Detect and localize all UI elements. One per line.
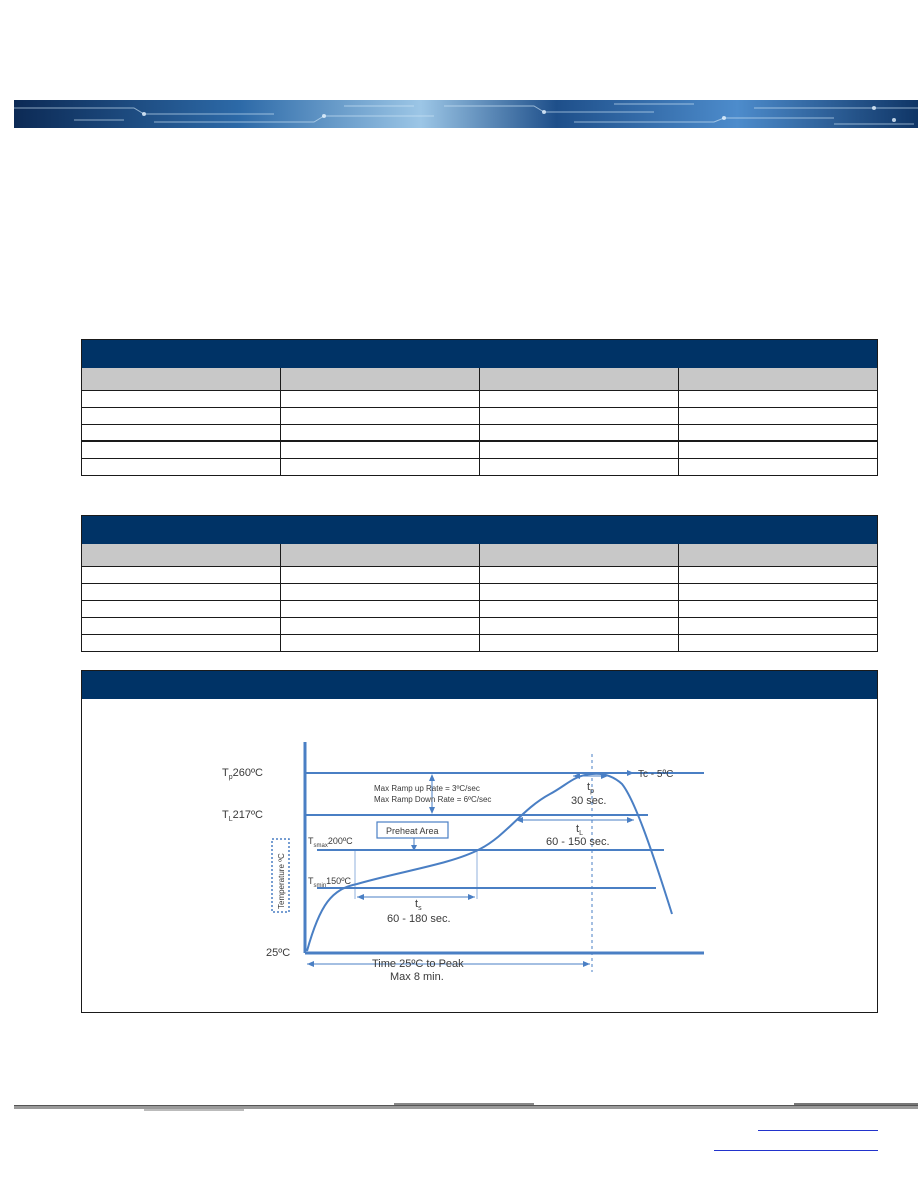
table-cell: [678, 441, 877, 458]
table-cell: [480, 390, 679, 407]
reflow-profile-panel: [81, 670, 878, 1013]
ambient-label: 25ºC: [266, 947, 291, 959]
table-header-cell: [480, 368, 679, 390]
tl-label: $T_L217ºC$: [222, 809, 263, 823]
table-1-grid: [82, 368, 877, 475]
tsmin-label: $T_{smin}150ºC$: [308, 876, 351, 889]
ts-time-label: 60 - 180 sec.: [387, 913, 451, 925]
table-header-cell: [281, 544, 480, 566]
table-cell: [281, 617, 480, 634]
table-row: [82, 634, 877, 651]
footer-rule: [14, 1103, 918, 1113]
tc-label: Tc - 5ºC: [638, 769, 674, 780]
table-cell: [281, 634, 480, 651]
table-cell: [281, 390, 480, 407]
tp-time-label: 30 sec.: [571, 795, 607, 807]
table-cell: [480, 407, 679, 424]
table-cell: [281, 441, 480, 458]
table-header-cell: [82, 368, 281, 390]
time-to-peak-label: Time 25ºC to Peak: [372, 958, 464, 970]
table-cell: [480, 441, 679, 458]
table-header-cell: [480, 544, 679, 566]
table-cell: [82, 634, 281, 651]
table-row: [82, 617, 877, 634]
table-header-cell: [678, 544, 877, 566]
table-cell: [480, 424, 679, 441]
table-header-row: [82, 368, 877, 390]
table-2: [81, 515, 878, 652]
time-max-label: Max 8 min.: [390, 971, 444, 983]
preheat-label: Preheat Area: [386, 826, 439, 836]
table-cell: [678, 583, 877, 600]
table-header-cell: [82, 544, 281, 566]
table-row: [82, 458, 877, 475]
table-2-header-bar: [82, 516, 877, 544]
table-cell: [82, 583, 281, 600]
table-cell: [281, 407, 480, 424]
table-row: [82, 583, 877, 600]
tl-time-symbol: $t_L$: [576, 823, 583, 837]
table-cell: [480, 583, 679, 600]
table-row: [82, 566, 877, 583]
table-cell: [480, 458, 679, 475]
table-row: [82, 390, 877, 407]
table-cell: [281, 424, 480, 441]
table-cell: [82, 617, 281, 634]
table-cell: [82, 407, 281, 424]
ts-time-symbol: $t_s$: [415, 898, 422, 912]
reflow-profile-diagram: [82, 699, 877, 1012]
table-cell: [480, 634, 679, 651]
table-cell: [82, 458, 281, 475]
table-header-cell: [678, 368, 877, 390]
table-cell: [82, 424, 281, 441]
table-row: [82, 424, 877, 441]
ramp-up-label: Max Ramp up Rate = 3ºC/sec: [374, 784, 480, 793]
table-cell: [281, 458, 480, 475]
table-cell: [82, 566, 281, 583]
table-row: [82, 407, 877, 424]
table-cell: [678, 424, 877, 441]
tp-time-symbol: $t_p$: [587, 781, 594, 795]
table-2-grid: [82, 544, 877, 651]
circuit-board-banner: [14, 100, 918, 128]
table-cell: [281, 600, 480, 617]
table-cell: [678, 390, 877, 407]
table-cell: [82, 441, 281, 458]
table-cell: [678, 600, 877, 617]
table-cell: [480, 617, 679, 634]
temperature-axis-title: Temperature ºC: [277, 853, 286, 909]
table-cell: [678, 566, 877, 583]
table-1: [81, 339, 878, 476]
ramp-down-label: Max Ramp Down Rate = 6ºC/sec: [374, 795, 492, 804]
tp-label: $T_p260ºC$: [222, 767, 263, 781]
reflow-profile-header-bar: [82, 671, 877, 699]
table-cell: [678, 634, 877, 651]
table-cell: [82, 390, 281, 407]
table-cell: [678, 407, 877, 424]
table-cell: [82, 600, 281, 617]
table-cell: [678, 617, 877, 634]
table-cell: [281, 583, 480, 600]
footer-link-2[interactable]: [714, 1137, 878, 1151]
tl-time-label: 60 - 150 sec.: [546, 836, 610, 848]
tsmax-label: $T_{smax}200ºC$: [308, 836, 353, 849]
table-header-row: [82, 544, 877, 566]
table-cell: [480, 600, 679, 617]
table-header-cell: [281, 368, 480, 390]
table-row: [82, 441, 877, 458]
table-cell: [281, 566, 480, 583]
table-cell: [678, 458, 877, 475]
footer-link-1[interactable]: [758, 1117, 878, 1131]
table-1-header-bar: [82, 340, 877, 368]
table-row: [82, 600, 877, 617]
table-cell: [480, 566, 679, 583]
